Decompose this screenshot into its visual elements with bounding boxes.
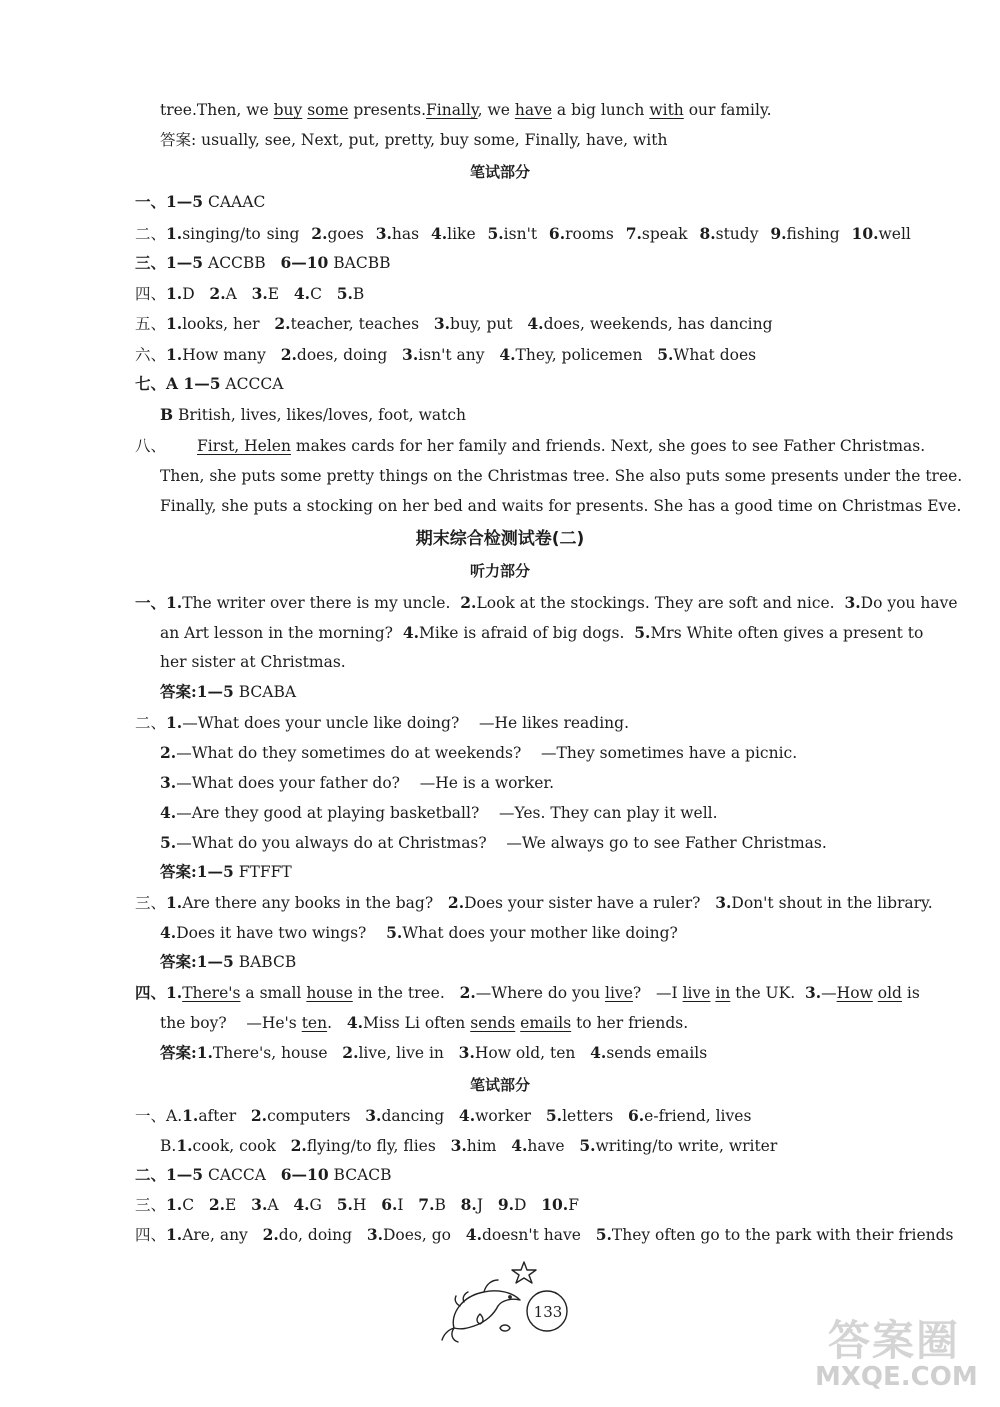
watermark-logo-text: 答案圈 (828, 1316, 961, 1365)
written-1a: 一、A.1.after 2.computers 3.dancing 4.worker 5.letters 6.e-friend, lives (135, 1106, 752, 1125)
answer-section-8-label: 八、 (135, 437, 167, 455)
star-icon (512, 1262, 536, 1283)
listening-1-line2: an Art lesson in the morning? 4.Mike is afraid of big dogs. 5.Mrs White often gives a present to (160, 623, 924, 642)
exam-title: 期末综合检测试卷(二) (415, 529, 585, 549)
answer-section-1: 一、1—5 CAAAC (135, 192, 266, 211)
answer-section-4: 四、1.D 2.A 3.E 4.C 5.B (135, 284, 365, 303)
answer-section-3: 三、1—5 ACCBB 6—10 BACBB (135, 253, 391, 272)
listening-2-item: 3.—What does your father do? —He is a worker. (160, 773, 555, 792)
watermark-url: MXQE.COM (815, 1362, 978, 1392)
listening-3-line2: 4.Does it have two wings? 5.What does your mother like doing? (160, 923, 678, 942)
answer-section-8-line2: Then, she puts some pretty things on the Christmas tree. She also puts some presents under the tree. (160, 467, 963, 485)
listening-3-line1: 三、1.Are there any books in the bag? 2.Does your sister have a ruler? 3.Don't shout in the library. (135, 893, 933, 912)
page-number: 133 (533, 1303, 563, 1321)
answer-section-8-line3: Finally, she puts a stocking on her bed and waits for presents. She has a good time on Christmas Eve. (160, 497, 962, 515)
written-1b: B.1.cook, cook 2.flying/to fly, flies 3.him 4.have 5.writing/to write, writer (160, 1136, 778, 1155)
listening-4-answer: 答案:1.There's, house 2.live, live in 3.How old, ten 4.sends emails (160, 1043, 708, 1062)
listening-2-item: 5.—What do you always do at Christmas? —We always go to see Father Christmas. (160, 833, 827, 852)
listening-1-line3: her sister at Christmas. (160, 653, 346, 671)
answer-section-7a: 七、A 1—5 ACCCA (135, 374, 284, 393)
passage-continuation: tree.Then, we buy some presents.Finally, we have a big lunch with our family. (160, 101, 772, 119)
section-heading-written: 笔试部分 (469, 163, 530, 181)
answer-section-7b: B British, lives, likes/loves, foot, watch (160, 405, 466, 424)
answer-line: 答案: usually, see, Next, put, pretty, buy some, Finally, have, with (160, 131, 668, 149)
listening-1-line1: 一、1.The writer over there is my uncle. 2.Look at the stockings. They are soft and nice. 3.Do you have (135, 593, 958, 612)
section-heading-written-2: 笔试部分 (469, 1076, 530, 1094)
answer-section-8-line1: First, Helen makes cards for her family and friends. Next, she goes to see Father Christmas. (197, 437, 926, 455)
answer-section-2: 二、1.singing/to sing 2.goes 3.has 4.like 5.isn't 6.rooms 7.speak 8.study 9.fishing 10.well (135, 224, 911, 243)
listening-3-answer: 答案:1—5 BABCB (160, 952, 297, 971)
listening-2-answer: 答案:1—5 FTFFT (160, 862, 292, 881)
answer-section-6: 六、1.How many 2.does, doing 3.isn't any 4.They, policemen 5.What does (135, 345, 757, 364)
listening-4-line2: the boy? —He's ten. 4.Miss Li often sends emails to her friends. (160, 1013, 689, 1032)
listening-4-line1: 四、1.There's a small house in the tree. 2.—Where do you live? —I live in the UK. 3.—How old is (135, 983, 920, 1002)
answer-section-5: 五、1.looks, her 2.teacher, teaches 3.buy, put 4.does, weekends, has dancing (135, 314, 773, 333)
written-4: 四、1.Are, any 2.do, doing 3.Does, go 4.doesn't have 5.They often go to the park with their friends (135, 1225, 954, 1244)
listening-2-item: 4.—Are they good at playing basketball? —Yes. They can play it well. (160, 803, 718, 822)
listening-2-item: 2.—What do they sometimes do at weekends? —They sometimes have a picnic. (160, 743, 798, 762)
written-2: 二、1—5 CACCA 6—10 BCACB (135, 1165, 392, 1184)
section-heading-listening: 听力部分 (469, 562, 530, 580)
written-3: 三、1.C 2.E 3.A 4.G 5.H 6.I 7.B 8.J 9.D 10.F (135, 1195, 579, 1214)
listening-2-item: 二、1.—What does your uncle like doing? —He likes reading. (135, 713, 629, 732)
listening-1-answer: 答案:1—5 BCABA (160, 682, 297, 701)
